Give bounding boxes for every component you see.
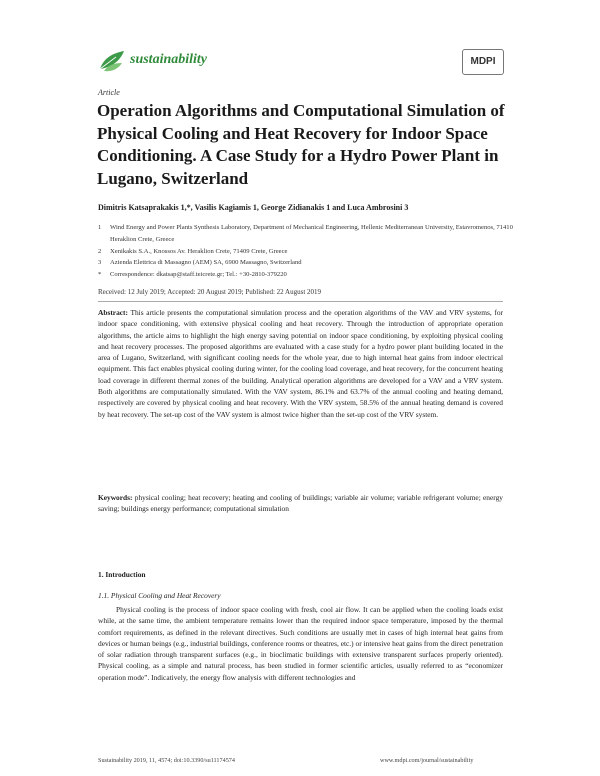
affiliation-mark: 1 (98, 224, 102, 231)
abstract (98, 307, 503, 420)
affiliation (98, 257, 518, 269)
authors: Dimitris Katsaprakakis 1,*, Vasilis Kagiamis 1, George Zidianakis 1 and Luca Ambrosini 3 (98, 203, 409, 212)
journal-logo-icon (96, 47, 128, 75)
subsection-heading: 1.1. Physical Cooling and Heat Recovery (98, 591, 221, 600)
article-type: Article (98, 88, 120, 97)
affiliations (98, 222, 518, 281)
abstract-text: This article presents the computational simulation process and the operation algorithms of the VAV and VRV systems, for indoor space conditioning, with extensive physical cooling and heat recovery. Through the introduction of appropriate operation algorithms, the article aims to highlight the high energy saving potential on indoor space conditioning, by exploiting physical cooling and heat recovery processes. The proposed algorithms are evaluated with a case study for a hydro power plant building located in the area of Lugano, Switzerland, with significant cooling needs for the whole year, due to high internal heat gains from indoor electrical equipment. This fact enables physical cooling during winter, for the cooling load coverage, and heat recovery, for the concurrent heating load coverage in different thermal zones of the building. Analytical operation algorithms are developed for a VAV and a VRV system. Both algorithms are computationally simulated. With the VAV system, 86.1% and 63.7% of the annual cooling and heating demand, respectively are covered by physical cooling and heat recovery. With the VRV system, 58.5% of the annual heating demand is covered by heat recovery. The set-up cost of the VAV system is almost twice higher than the set-up cost of the VRV system. (98, 308, 503, 419)
affiliation (98, 246, 518, 258)
keywords (98, 492, 503, 515)
affiliation-mark: * (98, 271, 102, 279)
section-heading: 1. Introduction (98, 570, 146, 579)
keywords-label: Keywords: (98, 493, 133, 502)
affiliation-text: Wind Energy and Power Plants Synthesis Laboratory, Department of Mechanical Engineering, Hellenic Mediterranean University, Estavromenos, 71410 Heraklion Crete, Greece (110, 224, 513, 243)
affiliation-text: Xenikakis S.A., Knossos Av. Heraklion Crete, 71409 Crete, Greece (110, 247, 288, 255)
page-title: Operation Algorithms and Computational Simulation of Physical Cooling and Heat Recovery for Indoor Space Conditioning. A Case Study for a Hydro Power Plant in Lugano, Switzerland (97, 101, 505, 188)
divider (98, 301, 503, 302)
body-paragraph: Physical cooling is the process of indoor space cooling with fresh, cool air flow. It can be applied when the cooling loads exist while, at the same time, the ambient temperature remains lower than the required indoor space temperature, imposed by the thermal comfort requirements, as defined in the relevant directives. Such conditions are usually met in cases of high internal heat gains from devices or human beings (e.g., industrial buildings, conference rooms or theatres, etc.) or intensive heat gains from the direct penetration of solar radiation through transparent surfaces (e.g., in bioclimatic buildings with extensive transparent surfaces properly oriented). Physical cooling, as a simple and natural process, has been studied in former scientific articles, usually referred to as “economizer operation mode”. Indicatively, the energy flow analysis with different technologies and (98, 605, 503, 682)
affiliation (98, 269, 518, 281)
footer-citation: Sustainability 2019, 11, 4574; doi:10.3390/su11174574 (98, 757, 235, 764)
affiliation-text: Azienda Elettrica di Massagno (AEM) SA, 6900 Massagno, Switzerland (110, 259, 302, 267)
affiliation (98, 222, 518, 246)
affiliation-mark: 3 (98, 259, 102, 267)
journal-name: sustainability (130, 52, 208, 67)
affiliation-text: Correspondence: dkatsap@staff.teicrete.gr; Tel.: +30-2810-379220 (110, 271, 287, 279)
keywords-text: physical cooling; heat recovery; heating and cooling of buildings; variable air volume; variable refrigerant volume; energy saving; buildings energy performance; computational simulation (98, 493, 503, 514)
publisher-logo: MDPI (462, 49, 504, 75)
publication-dates: Received: 12 July 2019; Accepted: 20 August 2019; Published: 22 August 2019 (98, 288, 322, 296)
footer-url[interactable]: www.mdpi.com/journal/sustainability (380, 757, 474, 764)
abstract-label: Abstract: (98, 308, 128, 317)
affiliation-mark: 2 (98, 247, 102, 255)
